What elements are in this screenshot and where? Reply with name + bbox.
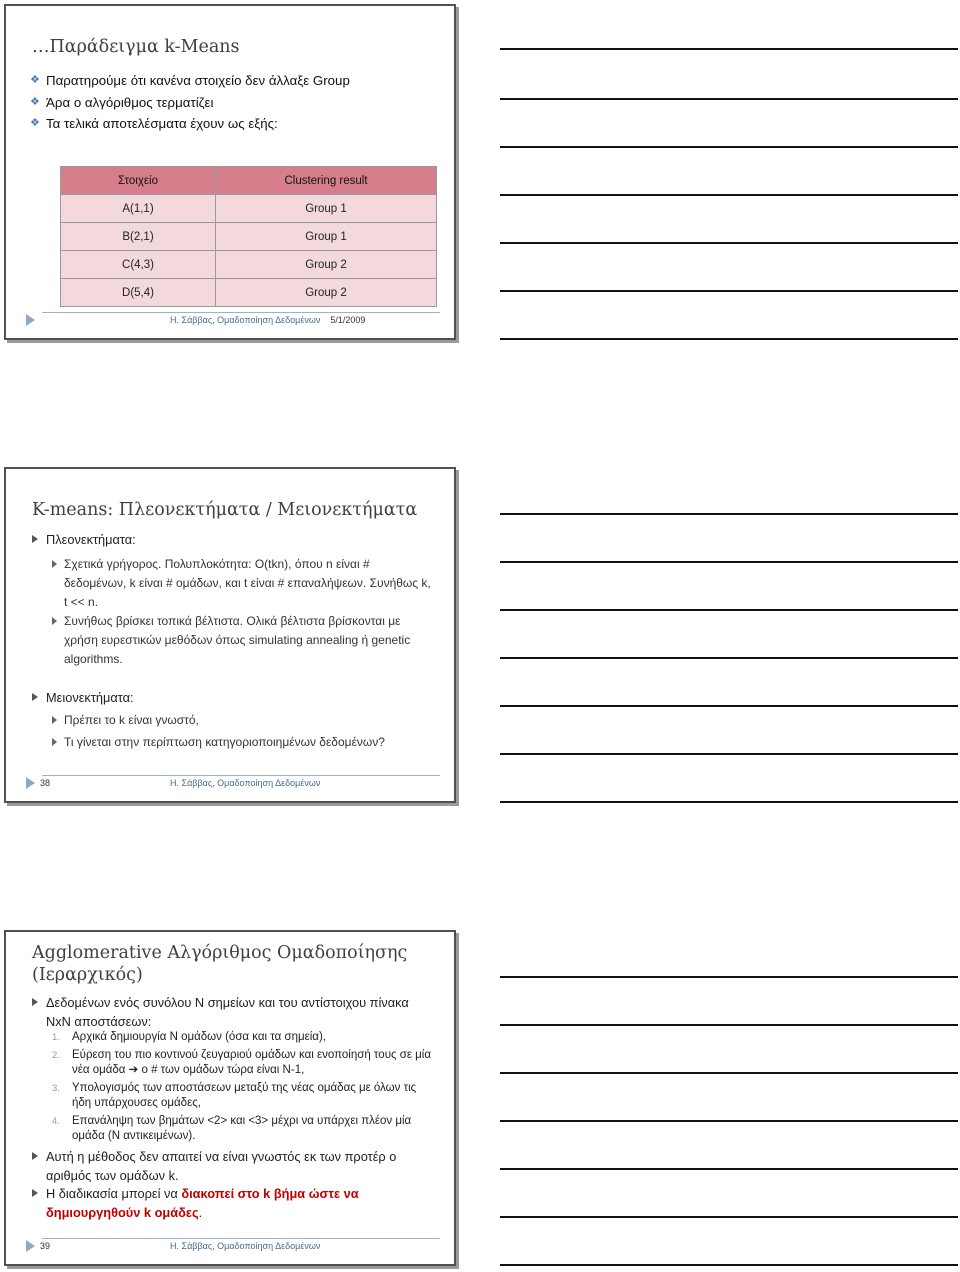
table-row bbox=[61, 251, 437, 279]
slide-footer bbox=[6, 775, 454, 795]
triangle-marker-icon bbox=[26, 777, 35, 789]
list-item: Τι γίνεται στην περίπτωση κατηγοριοποιημένων δεδομένων? bbox=[52, 733, 432, 752]
table-cell: Group 1 bbox=[216, 195, 437, 223]
slide-title: K-means: Πλεονεκτήματα / Μειονεκτήματα bbox=[32, 500, 418, 520]
list-item: Συνήθως βρίσκει τοπικά βέλτιστα. Ολικά βέλτιστα βρίσκονται με χρήση ευρεστικών μεθόδων όπως simulating annealing ή genetic algorithms. bbox=[52, 612, 432, 669]
slide-title: …Παράδειγμα k-Means bbox=[32, 37, 240, 57]
note-line bbox=[500, 976, 958, 978]
list-item: 1. Αρχικά δημιουργία N ομάδων (όσα και τα σημεία), bbox=[52, 1031, 326, 1043]
table-header-row bbox=[61, 167, 437, 195]
arrow-right-icon: ➔ bbox=[128, 1064, 139, 1076]
note-line bbox=[500, 48, 958, 50]
footer-text: Η. Σάββας, Ομαδοποίηση Δεδομένων 5/1/2009 bbox=[170, 315, 366, 325]
list-item: Πρέπει το k είναι γνωστό, bbox=[52, 711, 432, 730]
triangle-bullet-icon bbox=[52, 560, 57, 568]
triangle-marker-icon bbox=[26, 1240, 35, 1252]
footer-date: 5/1/2009 bbox=[330, 315, 366, 325]
triangle-bullet-icon bbox=[52, 617, 57, 625]
diamond-bullet-icon: ❖ bbox=[30, 95, 40, 108]
diamond-bullet-icon: ❖ bbox=[30, 74, 40, 86]
note-line bbox=[500, 1216, 958, 1218]
intro-bullet: Δεδομένων ενός συνόλου N σημείων και του αντίστοιχου πίνακα NxN αποστάσεων: bbox=[32, 993, 412, 1031]
table-cell: B(2,1) bbox=[61, 223, 216, 251]
bullet-list bbox=[30, 70, 350, 135]
slide-kmeans-pros-cons bbox=[4, 467, 456, 803]
note-line bbox=[500, 1168, 958, 1170]
cons-heading: Μειονεκτήματα: bbox=[32, 688, 134, 707]
list-item: 2. Εύρεση του πιο κοντινού ζευγαριού ομάδων και ενοποίησή τους σε μία νέα ομάδα ➔ ο # των ομάδων τώρα είναι N-1, bbox=[52, 1049, 431, 1076]
note-line bbox=[500, 146, 958, 148]
triangle-marker-icon bbox=[26, 314, 35, 326]
note-line bbox=[500, 1264, 958, 1266]
note-line bbox=[500, 194, 958, 196]
pros-heading: Πλεονεκτήματα: bbox=[32, 530, 136, 549]
table-cell: Group 2 bbox=[216, 279, 437, 307]
diamond-bullet-icon: ❖ bbox=[30, 117, 40, 129]
slide-footer bbox=[6, 1238, 454, 1258]
note-line bbox=[500, 513, 958, 515]
table-cell: D(5,4) bbox=[61, 279, 216, 307]
table-row bbox=[61, 223, 437, 251]
triangle-bullet-icon bbox=[32, 1189, 38, 1197]
list-item: ❖ Παρατηρούμε ότι κανένα στοιχείο δεν άλλαξε Group bbox=[30, 70, 350, 92]
list-item: ❖ Τα τελικά αποτελέσματα έχουν ως εξής: bbox=[30, 113, 350, 135]
footer-text: Η. Σάββας, Ομαδοποίηση Δεδομένων bbox=[170, 778, 321, 788]
note-line bbox=[500, 705, 958, 707]
triangle-bullet-icon bbox=[32, 535, 38, 543]
column-header: Στοιχείο bbox=[61, 167, 216, 195]
triangle-bullet-icon bbox=[52, 716, 57, 724]
highlight-text: διακοπεί στο k βήμα ώστε να δημιουργηθούν k ομάδες bbox=[46, 1186, 359, 1220]
note-line bbox=[500, 290, 958, 292]
list-item: Σχετικά γρήγορος. Πολυπλοκότητα: O(tkn), όπου n είναι # δεδομένων, k είναι # ομάδων, και t είναι # επαναλήψεων. Συνήθως k, t << n. bbox=[52, 555, 432, 612]
footer-rule bbox=[42, 312, 440, 313]
footer-rule bbox=[42, 1238, 440, 1239]
stop-bullet: Η διαδικασία μπορεί να διακοπεί στο k βήμα ώστε να δημιουργηθούν k ομάδες. bbox=[32, 1184, 422, 1222]
triangle-bullet-icon bbox=[32, 998, 38, 1006]
list-item: ❖ Άρα ο αλγόριθμος τερματίζει bbox=[30, 92, 350, 114]
table-cell: C(4,3) bbox=[61, 251, 216, 279]
slide-title: Agglomerative Αλγόριθμος Ομαδοποίησης (Ιεραρχικός) bbox=[32, 943, 408, 985]
table-cell: Group 2 bbox=[216, 251, 437, 279]
table-cell: A(1,1) bbox=[61, 195, 216, 223]
slide-kmeans-example bbox=[4, 4, 456, 340]
note-line bbox=[500, 609, 958, 611]
triangle-bullet-icon bbox=[52, 738, 57, 746]
table-row bbox=[61, 195, 437, 223]
note-line bbox=[500, 561, 958, 563]
footer-text: Η. Σάββας, Ομαδοποίηση Δεδομένων bbox=[170, 1241, 321, 1251]
column-header: Clustering result bbox=[216, 167, 437, 195]
note-line bbox=[500, 753, 958, 755]
slide-agglomerative bbox=[4, 930, 456, 1266]
note-line bbox=[500, 1024, 958, 1026]
note-line bbox=[500, 338, 958, 340]
note-line bbox=[500, 242, 958, 244]
slide-footer bbox=[6, 312, 454, 332]
note-line bbox=[500, 98, 958, 100]
note-line bbox=[500, 657, 958, 659]
table-cell: Group 1 bbox=[216, 223, 437, 251]
triangle-bullet-icon bbox=[32, 693, 38, 701]
list-item: 3. Υπολογισμός των αποστάσεων μεταξύ της νέας ομάδας με όλων τις ήδη υπάρχουσες ομάδες, bbox=[52, 1082, 417, 1109]
clustering-result-table bbox=[60, 166, 437, 307]
note-line bbox=[500, 1120, 958, 1122]
note-line bbox=[500, 801, 958, 803]
note-line bbox=[500, 1072, 958, 1074]
list-item: 4. Επανάληψη των βημάτων <2> και <3> μέχρι να υπάρχει πλέον μία ομάδα (N αντικειμένων). bbox=[52, 1115, 412, 1142]
page-number: 38 bbox=[40, 778, 51, 788]
page-number: 39 bbox=[40, 1241, 51, 1251]
note-bullet: Αυτή η μέθοδος δεν απαιτεί να είναι γνωστός εκ των προτέρ ο αριθμός των ομάδων k. bbox=[32, 1147, 422, 1185]
triangle-bullet-icon bbox=[32, 1152, 38, 1160]
table-row bbox=[61, 279, 437, 307]
footer-rule bbox=[42, 775, 440, 776]
